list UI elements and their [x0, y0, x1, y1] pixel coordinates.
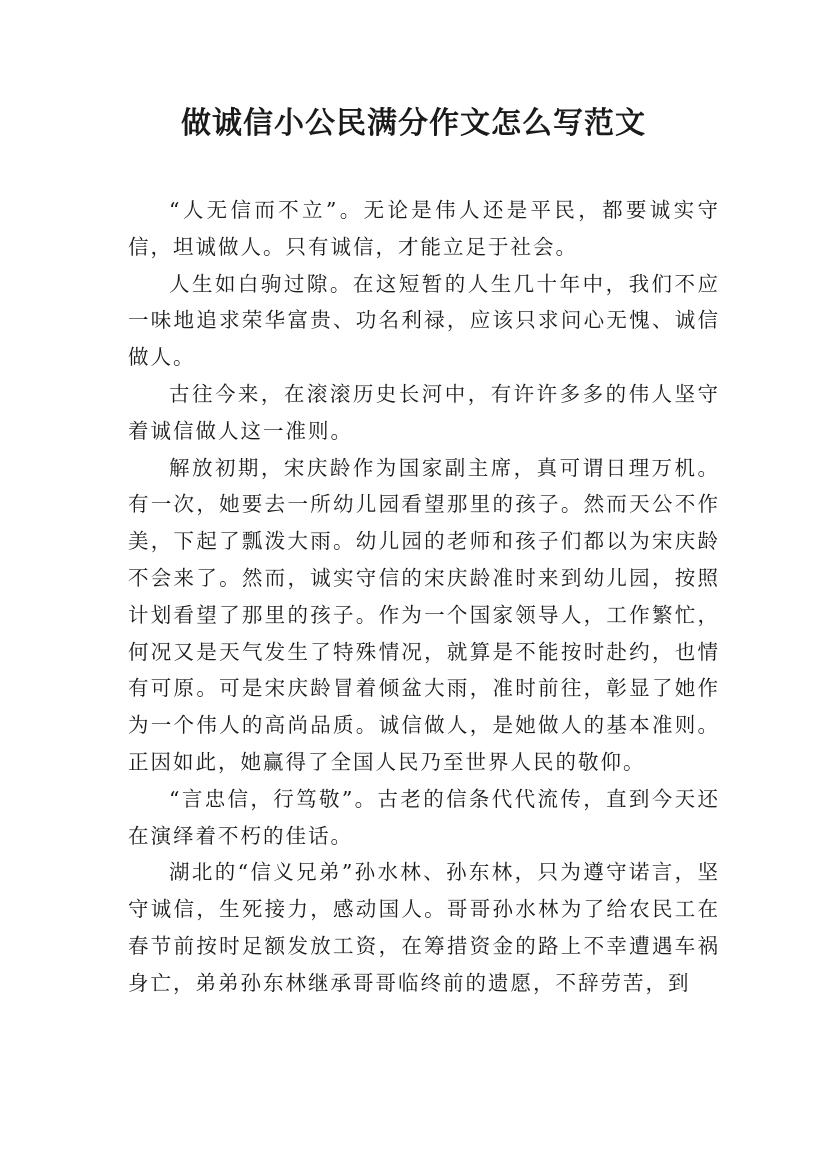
paragraph: 解放初期，宋庆龄作为国家副主席，真可谓日理万机。有一次，她要去一所幼儿园看望那里的孩子。然而天公不作美，下起了瓢泼大雨。幼儿园的老师和孩子们都以为宋庆龄不会来了。然而，诚实守信的宋庆龄准时来到幼儿园，按照计划看望了那里的孩子。作为一个国家领导人，工作繁忙，何况又是天气发生了特殊情况，就算是不能按时赴约，也情有可原。可是宋庆龄冒着倾盆大雨，准时前往，彰显了她作为一个伟人的高尚品质。诚信做人，是她做人的基本准则。正因如此，她赢得了全国人民乃至世界人民的敬仰。	[128, 455, 720, 774]
paragraph: “言忠信，行笃敬”。古老的信条代代流传，直到今天还在演绎着不朽的佳话。	[128, 786, 720, 848]
document-title: 做诚信小公民满分作文怎么写范文	[181, 106, 646, 141]
paragraph: 古往今来，在滚滚历史长河中，有许许多多的伟人坚守着诚信做人这一准则。	[128, 381, 720, 443]
paragraph: 湖北的“信义兄弟”孙水林、孙东林，只为遵守诺言，坚守诚信，生死接力，感动国人。哥哥孙水林为了给农民工在春节前按时足额发放工资，在筹措资金的路上不幸遭遇车祸身亡，弟弟孙东林继承哥哥临终前的遗愿，不辞劳苦，到	[128, 860, 720, 995]
paragraph: 人生如白驹过隙。在这短暂的人生几十年中，我们不应一味地追求荣华富贵、功名利禄，应该只求问心无愧、诚信做人。	[128, 271, 720, 370]
paragraph: “人无信而不立”。无论是伟人还是平民，都要诚实守信，坦诚做人。只有诚信，才能立足于社会。	[128, 198, 720, 259]
document-body	[128, 192, 720, 1002]
